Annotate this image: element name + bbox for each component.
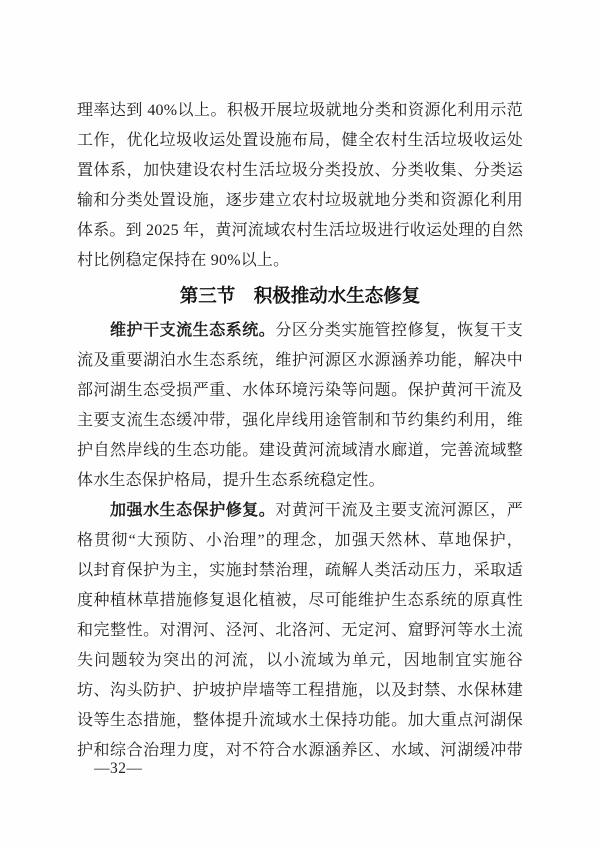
text-line: 体系。到 2025 年，黄河流域农村生活垃圾进行收运处理的自然	[77, 222, 523, 239]
text-line: 失问题较为突出的河流，以小流域为单元，因地制宜实施谷	[77, 652, 523, 669]
text-line: 体水生态保护格局，提升生态系统稳定性。	[77, 472, 385, 489]
paragraph-garbage-treatment	[77, 96, 523, 276]
text-line: 格贯彻“大预防、小治理”的理念，加强天然林、草地保护，	[77, 532, 523, 549]
text-line: 主要支流生态缓冲带，强化岸线用途管制和节约集约利用，维	[77, 412, 523, 429]
text-line: 度种植林草措施修复退化植被，尽可能维护生态系统的原真性	[77, 592, 523, 609]
page-number: —32—	[94, 760, 143, 777]
text-line: 坊、沟头防护、护坡护岸墙等工程措施，以及封禁、水保林建	[77, 682, 523, 699]
text-line: 和完整性。对渭河、泾河、北洛河、无定河、窟野河等水土流	[77, 622, 523, 639]
text-line: 工作，优化垃圾收运处置设施布局，健全农村生活垃圾收运处	[77, 132, 523, 149]
text-line: 理率达到 40%以上。积极开展垃圾就地分类和资源化利用示范	[77, 102, 523, 119]
text-line: 村比例稳定保持在 90%以上。	[77, 252, 290, 269]
text-line: 流及重要湖泊水生态系统，维护河源区水源涵养功能，解决中	[77, 352, 523, 369]
text-line: 部河湖生态受损严重、水体环境污染等问题。保护黄河干流及	[77, 382, 523, 399]
section-heading: 第三节 积极推动水生态修复	[179, 285, 421, 306]
text-line: 护自然岸线的生态功能。建设黄河流域清水廊道，完善流域整	[77, 442, 523, 459]
page-content	[77, 96, 523, 766]
paragraph-lead-rest: 分区分类实施管控修复，恢复干支	[275, 322, 523, 339]
text-line: 置体系，加快建设农村生活垃圾分类投放、分类收集、分类运	[77, 162, 523, 179]
text-line: 护和综合治理力度，对不符合水源涵养区、水域、河湖缓冲带	[77, 742, 523, 759]
paragraph-lead-rest: 对黄河干流及主要支流河源区，严	[275, 502, 523, 519]
text-line: 设等生态措施，整体提升流域水土保持功能。加大重点河湖保	[77, 712, 523, 729]
paragraph-first-line	[77, 316, 523, 346]
paragraph-lead: 维护干支流生态系统。	[110, 322, 276, 339]
paragraph-strengthen-protection	[77, 496, 523, 766]
paragraph-lead: 加强水生态保护修复。	[110, 502, 276, 519]
paragraph-first-line	[77, 496, 523, 526]
text-line: 输和分类处置设施，逐步建立农村垃圾就地分类和资源化利用	[77, 192, 523, 209]
paragraph-maintain-ecosystem	[77, 316, 523, 496]
text-line: 以封育保护为主，实施封禁治理，疏解人类活动压力，采取适	[77, 562, 523, 579]
